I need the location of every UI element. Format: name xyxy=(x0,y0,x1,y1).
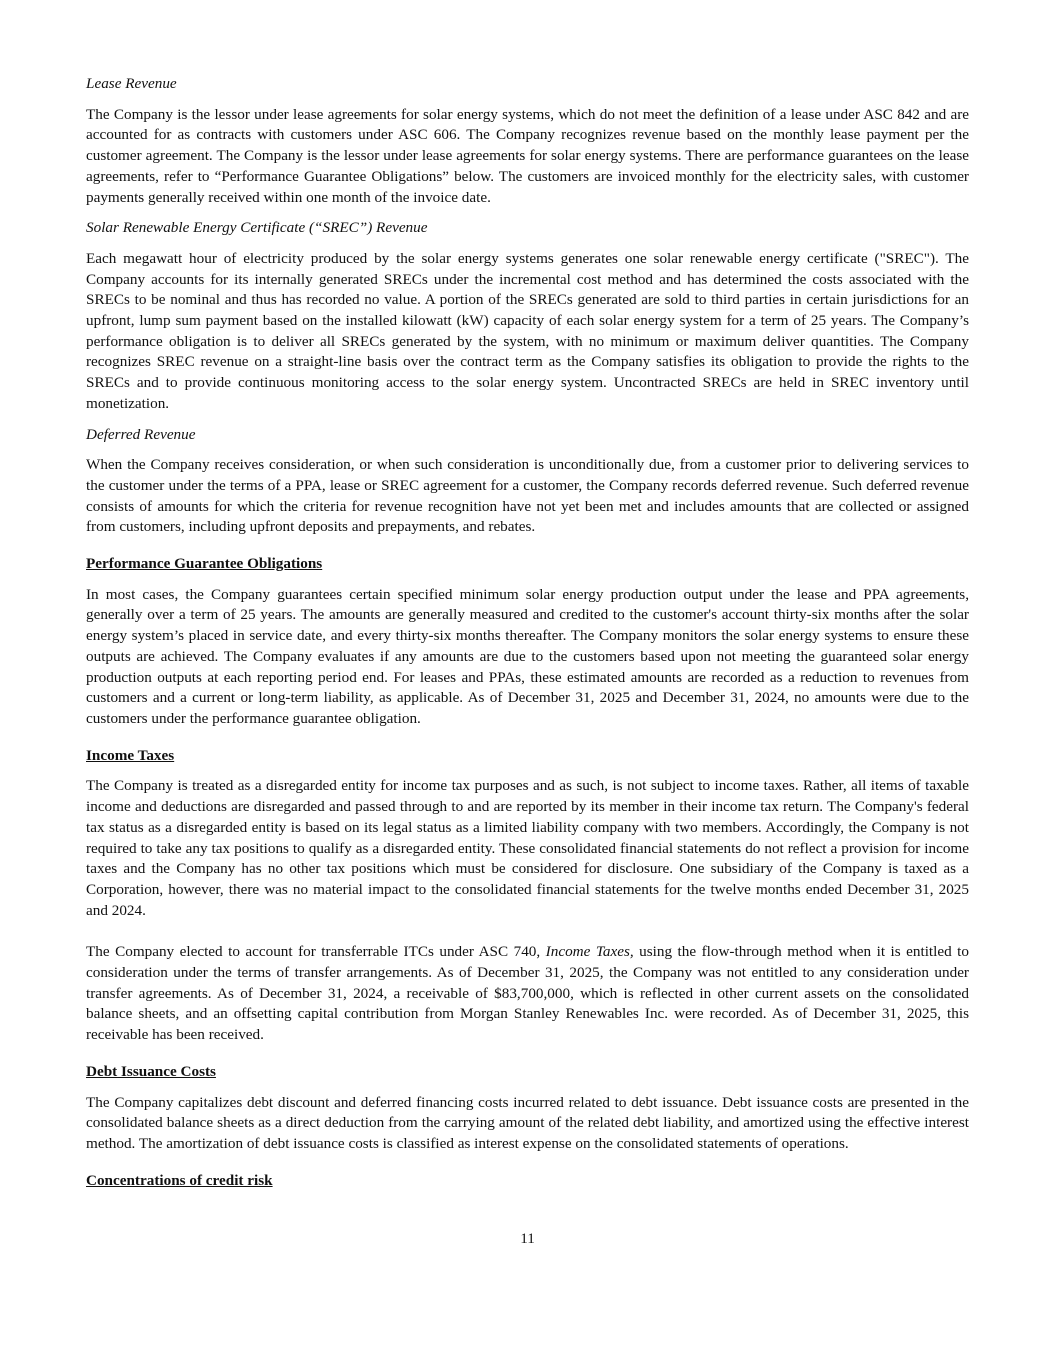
itc-paragraph xyxy=(86,942,969,1046)
performance-guarantee-heading: Performance Guarantee Obligations xyxy=(86,555,323,573)
debt-issuance-heading: Debt Issuance Costs xyxy=(86,1062,216,1080)
srec-revenue-heading: Solar Renewable Energy Certificate (“SREC”) Revenue xyxy=(86,219,428,237)
performance-guarantee-paragraph: In most cases, the Company guarantees certain specified minimum solar energy production output under the lease and PPA agreements, generally over a term of 25 years. The amounts are generally measured and credited to the customer's account thirty-six months after the solar energy system’s placed in service date, and every thirty-six months thereafter. The Company monitors the solar energy systems to ensure these outputs are achieved. The Company evaluates if any amounts are due to the customers based upon not meeting the guaranteed solar energy production outputs at each reporting period end. For leases and PPAs, these estimated amounts are recorded as a reduction to revenues from customers and a current or long-term liability, as applicable. As of December 31, 2025 and December 31, 2024, no amounts were due to the customers under the performance guarantee obligation. xyxy=(86,585,969,727)
lease-revenue-paragraph: The Company is the lessor under lease agreements for solar energy systems, which do not meet the definition of a lease under ASC 842 and are accounted for as contracts with customers under ASC 606. The Company recognizes revenue based on the monthly lease payment per the customer agreement. The Company is the lessor under lease agreements for solar energy systems. There are performance guarantees on the lease agreements, refer to “Performance Guarantee Obligations” below. The customers are invoiced monthly for the electricity sales, with customer payments generally received within one month of the invoice date. xyxy=(86,105,969,206)
income-taxes-heading: Income Taxes xyxy=(86,746,175,764)
income-taxes-paragraph: The Company is treated as a disregarded entity for income tax purposes and as such, is not subject to income taxes. Rather, all items of taxable income and deductions are disregarded and passed through to and are reported by its member in their income tax return. The Company's federal tax status as a disregarded entity is based on its legal status as a limited liability company with two members. Accordingly, the Company is not required to take any tax positions to qualify as a disregarded entity. These consolidated financial statements do not reflect a provision for income taxes and the Company has no other tax positions which must be considered for disclosure. One subsidiary of the Company is taxed as a Corporation, however, there was no material impact to the consolidated financial statements for the twelve months ended December 31, 2025 and 2024. xyxy=(86,777,969,919)
debt-issuance-paragraph: The Company capitalizes debt discount and deferred financing costs incurred related to debt issuance. Debt issuance costs are presented in the consolidated balance sheets as a direct deduction from the carrying amount of the related debt liability, and amortized using the effective interest method. The amortization of debt issuance costs is classified as interest expense on the consolidated statements of operations. xyxy=(86,1093,969,1152)
itc-text-a: The Company elected to account for transferrable ITCs under ASC 740, xyxy=(86,943,546,961)
deferred-revenue-heading: Deferred Revenue xyxy=(86,425,196,443)
itc-text-italic: Income Taxes, xyxy=(545,943,634,961)
credit-risk-heading: Concentrations of credit risk xyxy=(86,1171,273,1189)
deferred-revenue-paragraph: When the Company receives consideration, or when such consideration is unconditionally due, from a customer prior to delivering services to the customer under the terms of a PPA, lease or SREC agreement for a customer, the Company records deferred revenue. Such deferred revenue consists of amounts for which the criteria for revenue recognition have not yet been met and includes amounts that are collected or assigned from customers, including upfront deposits and prepayments, and rebates. xyxy=(86,456,969,536)
lease-revenue-heading: Lease Revenue xyxy=(86,75,177,92)
page-content xyxy=(86,0,969,1191)
itc-text-b: using the flow-through method when it is entitled to consideration under the terms of transfer arrangements. As of December 31, 2025, the Company was not entitled to any consideration under transfer agreements. As of December 31, 2024, a receivable of $83,700,000, which is reflected in other current assets on the consolidated balance sheets, and an offsetting capital contribution from Morgan Stanley Renewables Inc. were recorded. As of December 31, 2025, this receivable has been received. xyxy=(86,943,969,1044)
page-number: 11 xyxy=(520,1230,535,1248)
srec-revenue-paragraph: Each megawatt hour of electricity produced by the solar energy systems generates one solar renewable energy certificate ("SREC"). The Company accounts for its internally generated SRECs under the incremental cost method and has determined the costs associated with the SRECs to be nominal and thus has recorded no value. A portion of the SRECs generated are sold to third parties in certain jurisdictions for an upfront, lump sum payment based on the installed kilowatt (kW) capacity of each solar energy system for a term of 25 years. The Company’s performance obligation is to deliver all SRECs generated by the system, with no minimum or maximum deliver quantities. The Company recognizes SREC revenue on a straight-line basis over the contract term as the Company satisfies its obligation to provide the rights to the SRECs and to provide continuous monitoring access to the solar energy system. Uncontracted SRECs are held in SREC inventory until monetization. xyxy=(86,249,969,412)
